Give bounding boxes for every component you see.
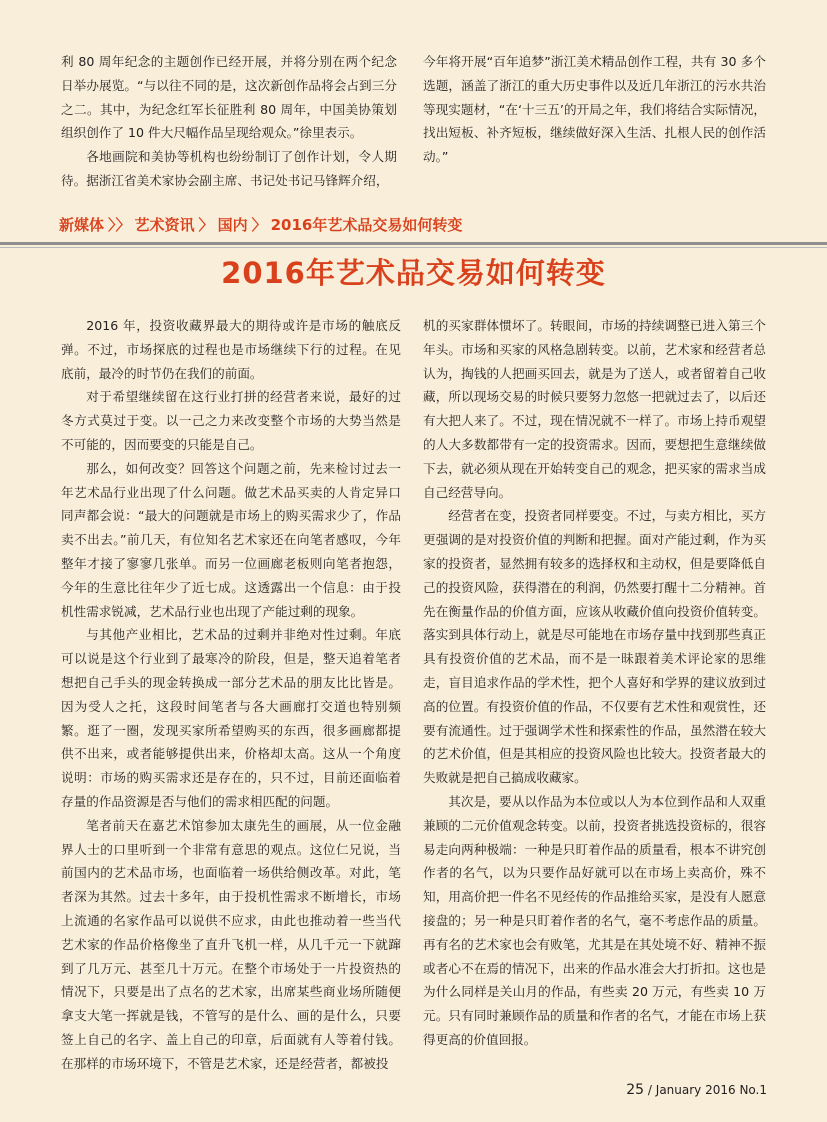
page-footer [626, 1082, 767, 1098]
paragraph: 那么，如何改变？回答这个问题之前，先来检讨过去一年艺术品行业出现了什么问题。做艺术品买卖的人肯定异口同声都会说：“最大的问题就是市场上的购买需求少了，作品卖不出去。”前几天，有位知名艺术家还在向笔者感叹，今年整年才接了寥寥几张单。而另一位画廊老板则向笔者抱怨，今年的生意比往年少了近七成。这透露出一个信息：由于投机性需求锐减，艺术品行业也出现了产能过剩的现象。 [61, 460, 401, 619]
page-number: 25 [626, 1082, 645, 1098]
paragraph: 笔者前天在嘉艺术馆参加太康先生的画展，从一位金融界人士的口里听到一个非常有意思的观点。这位仁兄说，当前国内的艺术品市场，也面临着一场供给侧改革。对此，笔者深为其然。过去十多年，由于投机性需求不断增长，市场上流通的名家作品可以说供不应求，由此也推动着一些当代艺术家的作品价格像坐了直升飞机一样，从几千元一下就蹿到了几万元、甚至几十万元。在整个市场处于一片投资热的情况下，只要是出了点名的艺术家，出席某些商业场所随便拿支大笔一挥就是钱，不管写的是什么、画的是什么，只要签上自己的名字、盖上自己的印章，后面就有人等着付钱。在那样的市场环境下，不管是艺术家，还是经营者，都被投 [61, 817, 401, 1071]
paragraph: 其次是，要从以作品为本位或以人为本位到作品和人双重兼顾的二元价值观念转变。以前，投资者挑选投资标的，很容易走向两种极端：一种是只盯着作品的质量看，根本不讲究创作者的名气，以为只要作品好就可以在市场上卖高价，殊不知，用高价把一件名不见经传的作品推给买家，是没有人愿意接盘的；另一种是只盯着作者的名气，毫不考虑作品的质量。再有名的艺术家也会有败笔，尤其是在其处境不好、精神不振或者心不在焉的情况下，出来的作品水准会大打折扣。这也是为什么同样是关山月的作品，有些卖 20 万元，有些卖 10 万元。只有同时兼顾作品的质量和作者的名气，才能在市场上获得更高的价值回报。 [423, 793, 766, 1047]
paragraph: 利 80 周年纪念的主题创作已经开展，并将分别在两个纪念日举办展览。“与以往不同的是，这次新创作品将会占到三分之二。其中，为纪念红军长征胜利 80 周年，中国美协策划组织创作了 10 件大尺幅作品呈现给观众。”徐里表示。 [61, 54, 397, 141]
issue-label: / January 2016 No.1 [647, 1083, 767, 1097]
top-right-column [423, 50, 766, 169]
breadcrumb-separator: 〉〉 [108, 216, 131, 234]
paragraph: 机的买家群体惯坏了。转眼间，市场的持续调整已进入第三个年头。市场和买家的风格急剧转变。以前，艺术家和经营者总认为，掏钱的人把画买回去，就是为了送人，或者留着自己收藏，所以现场交易的时候只要努力忽悠一把就过去了，以后还有大把人来了。不过，现在情况就不一样了。市场上持币观望的人大多数都带有一定的投资需求。因而，要想把生意继续做下去，就必须从现在开始转变自己的观念，把买家的需求当成自己经营导向。 [423, 318, 766, 500]
article-title: 2016年艺术品交易如何转变 [221, 256, 606, 290]
top-left-column [61, 50, 397, 193]
paragraph: 经营者在变，投资者同样要变。不过，与卖方相比，买方更强调的是对投资价值的判断和把握。面对产能过剩，作为买家的投资者，显然拥有较多的选择权和主动权，但是要降低自己的投资风险，获得潜在的利润，仍然要打醒十二分精神。首先在衡量作品的价值方面，应该从收藏价值向投资价值转变。落实到具体行动上，就是尽可能地在市场存量中找到那些真正具有投资价值的艺术品，而不是一昧跟着美术评论家的思维走，盲目追求作品的学术性，把个人喜好和学界的建议放到过高的位置。有投资价值的作品，不仅要有艺术性和观赏性，还要有流通性。过于强调学术性和探索性的作品，虽然潜在较大的艺术价值，但是其相应的投资风险也比较大。投资者最大的失败就是把自己搞成收藏家。 [423, 508, 766, 786]
paragraph: 各地画院和美协等机构也纷纷制订了创作计划，令人期待。据浙江省美术家协会副主席、书记处书记马锋辉介绍， [61, 149, 397, 188]
breadcrumb [59, 214, 462, 235]
article-right-column [423, 314, 766, 1052]
breadcrumb-separator: 〉 [198, 216, 214, 234]
breadcrumb-item-art-news[interactable]: 艺术资讯 [134, 216, 195, 234]
breadcrumb-separator: 〉 [251, 216, 267, 234]
divider [0, 242, 827, 245]
breadcrumb-item-domestic[interactable]: 国内 [217, 216, 248, 234]
paragraph: 与其他产业相比，艺术品的过剩并非绝对性过剩。年底可以说是这个行业到了最寒冷的阶段，但是，整天追着笔者想把自己手头的现金转换成一部分艺术品的朋友比比皆是。因为受人之托，这段时间笔者与各大画廊打交道也特别频繁。逛了一圈，发现买家所希望购买的东西，很多画廊都提供不出来，或者能够提供出来，价格却太高。这从一个角度说明：市场的购买需求还是存在的，只不过，目前还面临着存量的作品资源是否与他们的需求相匹配的问题。 [61, 627, 401, 809]
article-left-column [61, 314, 401, 1076]
divider [0, 247, 827, 248]
breadcrumb-item-new-media[interactable]: 新媒体 [59, 216, 105, 234]
paragraph: 对于希望继续留在这行业打拼的经营者来说，最好的过冬方式莫过于变。以一己之力来改变整个市场的大势当然是不可能的，因而要变的只能是自己。 [61, 389, 401, 452]
paragraph: 2016 年，投资收藏界最大的期待或许是市场的触底反弹。不过，市场探底的过程也是市场继续下行的过程。在见底前，最冷的时节仍在我们的前面。 [61, 318, 401, 381]
breadcrumb-item-current: 2016年艺术品交易如何转变 [270, 216, 463, 234]
paragraph: 今年将开展“百年追梦”浙江美术精品创作工程，共有 30 多个选题，涵盖了浙江的重大历史事件以及近几年浙江的污水共治等现实题材，“在‘十三五’的开局之年，我们将结合实际情况，找出短板、补齐短板，继续做好深入生活、扎根人民的创作活动。” [423, 54, 766, 165]
